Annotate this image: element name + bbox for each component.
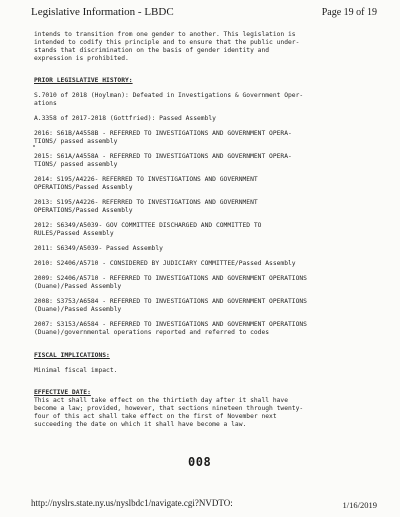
memo-body xyxy=(34,31,374,428)
history-item-line: 2008: S3753/A6584 - REFERRED TO INVESTIGATIONS AND GOVERNMENT OPERATIONS xyxy=(34,298,307,306)
effective-line: become a law; provided, however, that sections nineteen through twenty- xyxy=(34,404,304,412)
intro-line: stands that discrimination on the basis of gender identity and xyxy=(34,46,270,54)
history-item-line: 2010: S2406/A5710 - CONSIDERED BY JUDICIARY COMMITTEE/Passed Assembly xyxy=(34,260,296,268)
intro-line: intended to codify this principle and to ensure that the public under- xyxy=(34,38,300,46)
history-item-line: 2007: S3153/A6584 - REFERRED TO INVESTIGATIONS AND GOVERNMENT OPERATIONS xyxy=(34,321,307,329)
history-item-line: 2009: S2406/A5710 - REFERRED TO INVESTIGATIONS AND GOVERNMENT OPERATIONS xyxy=(34,275,307,283)
fiscal-text: Minimal fiscal impact. xyxy=(34,366,118,374)
history-item-line: TIONS/ passed assembly xyxy=(34,138,118,146)
intro-paragraph xyxy=(34,31,374,63)
history-item xyxy=(34,245,374,253)
effective-date-heading: EFFECTIVE DATE: xyxy=(34,388,91,396)
history-item-line: (Duane)/Passed Assembly xyxy=(34,306,122,314)
intro-line: intends to transition from one gender to another. This legislation is xyxy=(34,31,296,38)
history-item xyxy=(34,153,374,169)
history-item xyxy=(34,115,374,123)
footer-url: http://nyslrs.state.ny.us/nyslbdc1/navigate.cgi?NVDTO: xyxy=(31,498,233,508)
history-item-line: TIONS/ passed assembly xyxy=(34,161,118,169)
fiscal-heading: FISCAL IMPLICATIONS: xyxy=(34,351,110,359)
effective-line: succeeding the date on which it shall have become a law. xyxy=(34,420,247,428)
header-page-number: Page 19 of 19 xyxy=(321,7,377,18)
prior-history-section xyxy=(34,77,374,337)
history-item xyxy=(34,176,374,192)
scan-speck xyxy=(33,145,35,147)
footer-date: 1/16/2019 xyxy=(342,500,377,510)
header-source: Legislative Information - LBDC xyxy=(31,6,174,18)
page-stamp-number: 008 xyxy=(188,455,212,469)
history-item-line: A.3358 of 2017-2018 (Gottfried): Passed Assembly xyxy=(34,115,216,123)
history-item-line: OPERATIONS/Passed Assembly xyxy=(34,207,133,215)
effective-line: This act shall take effect on the thirtieth day after it shall have xyxy=(34,396,289,404)
history-item-line: 2015: S61A/A4558A - REFERRED TO INVESTIGATIONS AND GOVERNMENT OPERA- xyxy=(34,153,292,161)
history-item-line: RULES/Passed Assembly xyxy=(34,230,114,238)
history-item xyxy=(34,298,374,314)
history-item xyxy=(34,321,374,337)
history-item xyxy=(34,260,374,268)
history-item-line: S.7010 of 2018 (Hoylman): Defeated in Investigations & Government Oper- xyxy=(34,92,304,100)
history-list xyxy=(34,92,374,337)
history-item-line: 2016: S61B/A4558B - REFERRED TO INVESTIGATIONS AND GOVERNMENT OPERA- xyxy=(34,130,292,138)
history-item-line: 2011: S6349/A5039- Passed Assembly xyxy=(34,245,163,253)
prior-history-heading: PRIOR LEGISLATIVE HISTORY: xyxy=(34,77,133,84)
history-item-line: ations xyxy=(34,100,57,107)
effective-line: four of this act shall take effect on the first of November next xyxy=(34,412,277,420)
history-item xyxy=(34,92,374,108)
history-item xyxy=(34,275,374,291)
intro-line: expression is prohibited. xyxy=(34,54,129,62)
history-item-line: (Duane)/Passed Assembly xyxy=(34,283,122,291)
history-item-line: OPERATIONS/Passed Assembly xyxy=(34,184,133,192)
history-item-line: 2013: S195/A4226- REFERRED TO INVESTIGATIONS AND GOVERNMENT xyxy=(34,199,258,207)
history-item xyxy=(34,222,374,238)
history-item-line: (Duane)/governmental operations reported and referred to codes xyxy=(34,329,270,337)
history-item xyxy=(34,199,374,215)
history-item-line: 2014: S195/A4226- REFERRED TO INVESTIGATIONS AND GOVERNMENT xyxy=(34,176,258,184)
history-item-line: 2012: S6349/A5039- GOV COMMITTEE DISCHARGED AND COMMITTED TO xyxy=(34,222,262,230)
history-item xyxy=(34,130,374,146)
fiscal-section xyxy=(34,352,374,375)
effective-date-section xyxy=(34,389,374,429)
